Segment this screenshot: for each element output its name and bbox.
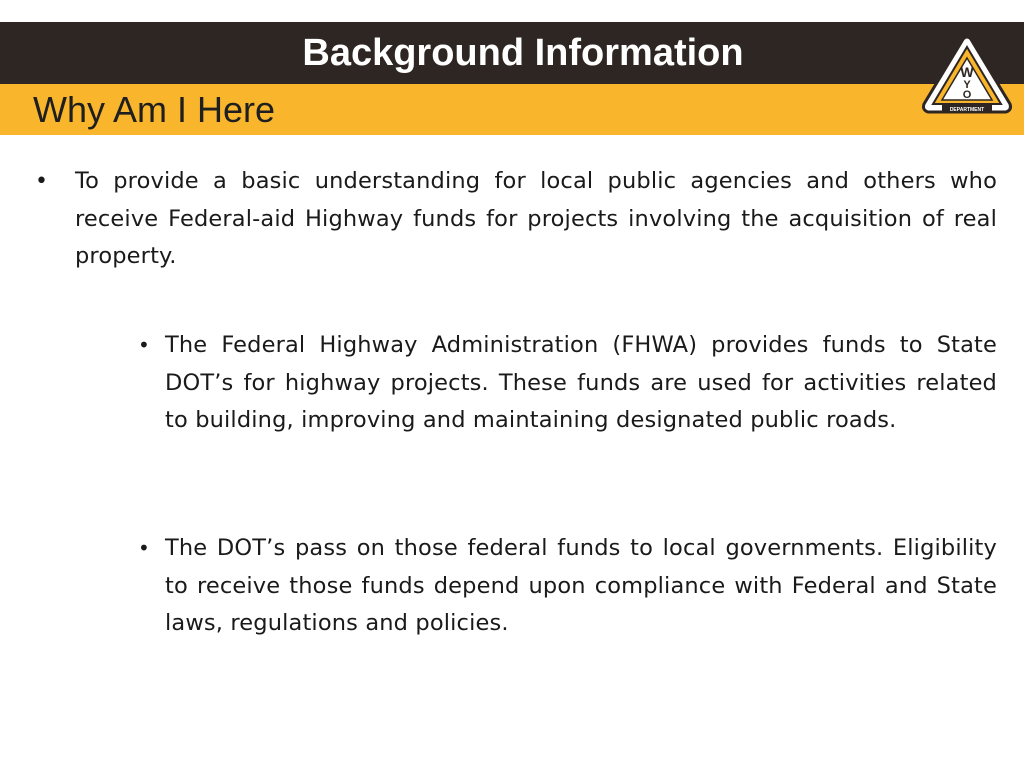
page-subtitle: Why Am I Here [33,89,276,130]
sub-bullet-marker: • [138,536,150,560]
sub-bullet-item: The Federal Highway Administration (FHWA) provides funds to State DOT’s for highway projects. These funds are used for activities related to building, improving and maintaining designated public roads. [165,332,997,433]
sub-bullet-item: The DOT’s pass on those federal funds to local governments. Eligibility to receive those funds depend upon compliance with Federal and State laws, regulations and policies. [165,535,997,636]
sub-bullet-marker: • [138,333,150,357]
bullet-marker: • [35,169,48,194]
logo-letter-y: Y [963,79,971,91]
logo-letter-w: W [960,64,974,80]
bullet-item: To provide a basic understanding for local public agencies and others who receive Federal-aid Highway funds for projects involving the acquisition of real property. [75,168,997,269]
page-title: Background Information [302,32,744,74]
logo-letter-o: O [962,89,972,101]
logo-bottom-text: DEPARTMENT [949,107,985,113]
